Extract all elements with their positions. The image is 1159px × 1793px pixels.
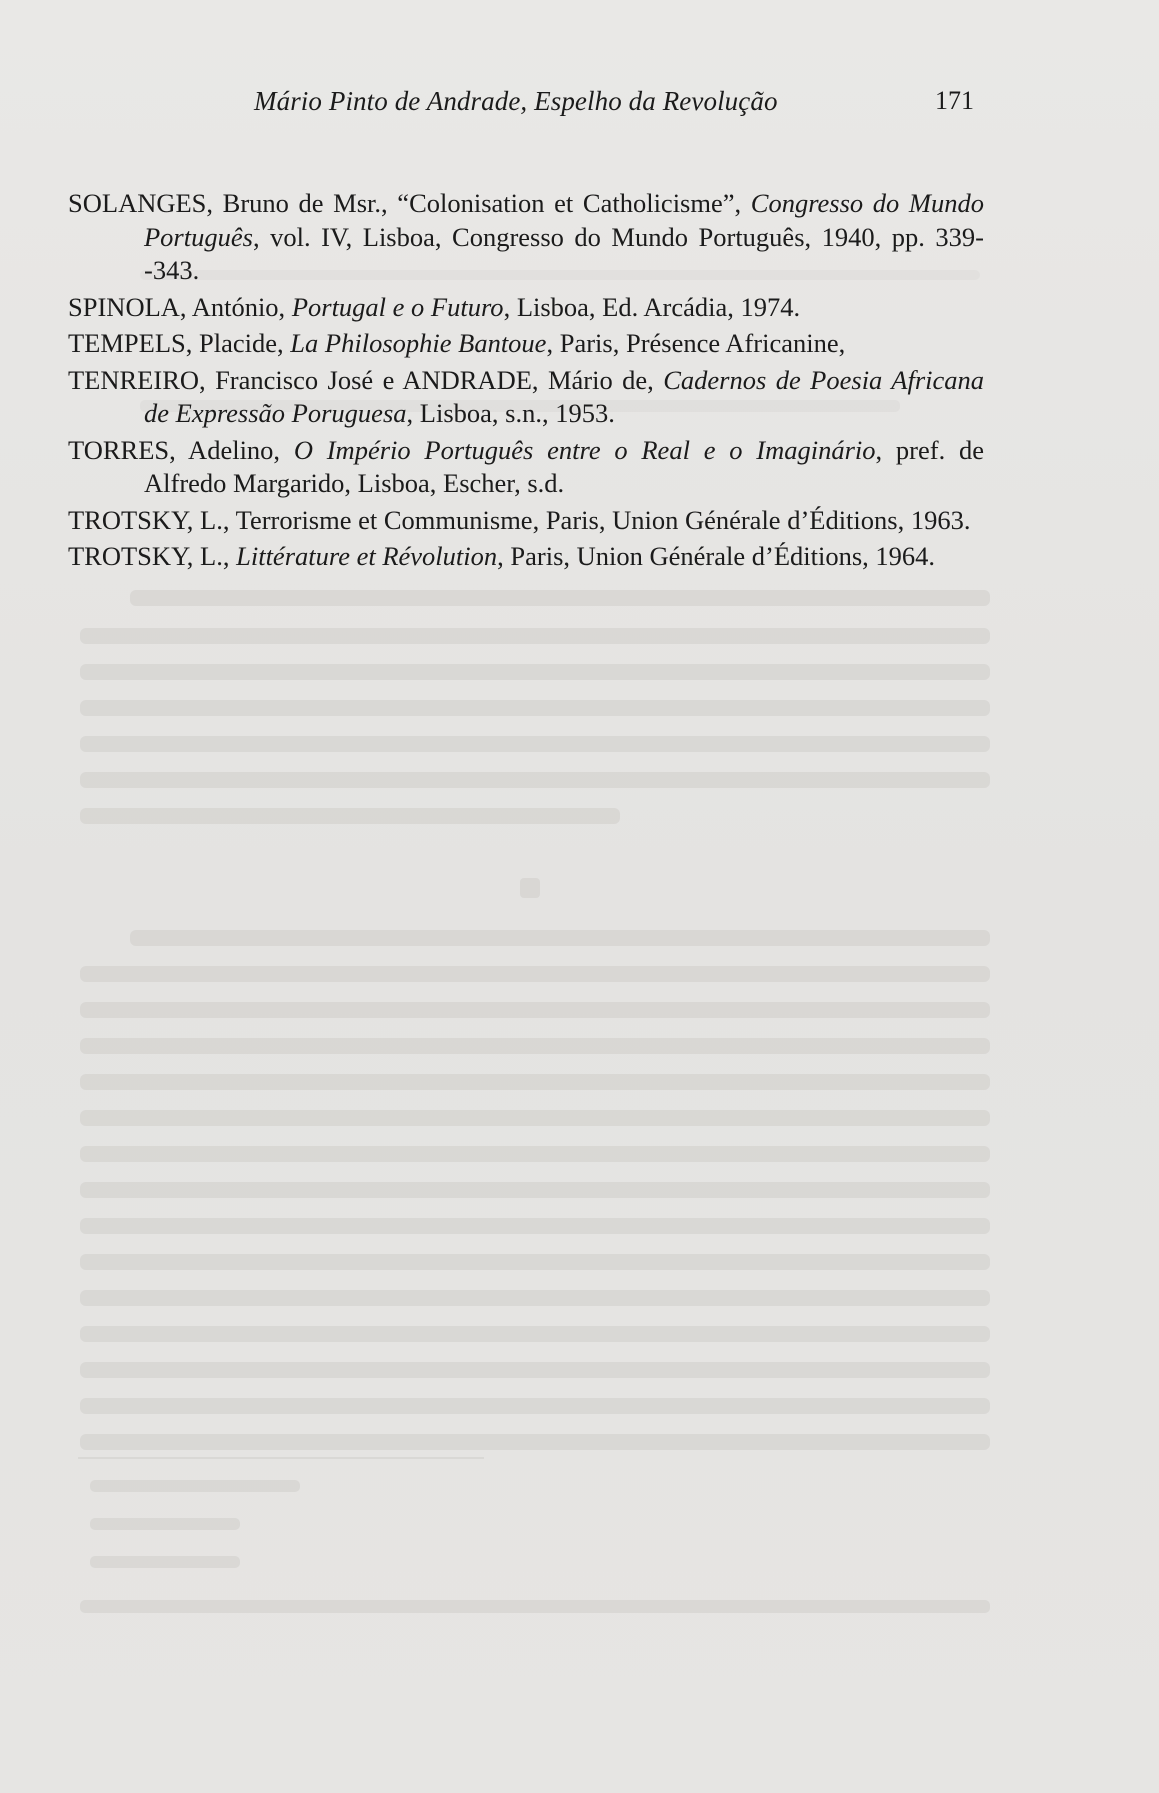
entry-text: , Paris, Présence Africanine, xyxy=(546,328,846,358)
bibliography-entry-trotsky-1964 xyxy=(68,540,984,574)
entry-title: La Philosophie Bantoue xyxy=(290,328,547,358)
entry-title: Littérature et Révolution xyxy=(236,541,498,571)
entry-text: TEMPELS, Placide, xyxy=(68,328,291,358)
entry-text: TROTSKY, L., Terrorisme et Communisme, Paris, Union Générale d’Éditions, 1963. xyxy=(68,504,971,535)
running-header xyxy=(0,86,1159,126)
entry-title: Cadernos de Poesia Africana de Expressão Poruguesa xyxy=(144,364,984,428)
entry-text: TENREIRO, Francisco José e ANDRADE, Mário de, xyxy=(68,364,664,395)
bibliography-entry-tempels xyxy=(68,327,984,361)
entry-title: Congresso do Mundo Português xyxy=(144,188,984,252)
running-title: Mário Pinto de Andrade, Espelho da Revolução xyxy=(254,86,778,116)
entry-title: O Império Português entre o Real e o Imaginário xyxy=(293,434,876,465)
bibliography-list xyxy=(68,187,984,577)
bibliography-entry-tenreiro xyxy=(68,364,984,431)
bibliography-entry-solanges xyxy=(68,187,984,288)
entry-text: , Lisboa, Ed. Arcádia, 1974. xyxy=(503,291,801,322)
entry-text: , Paris, Union Générale d’Éditions, 1964. xyxy=(497,541,936,571)
entry-title: Portugal e o Futuro xyxy=(291,291,504,322)
page-number: 171 xyxy=(935,86,974,115)
entry-text: SOLANGES, Bruno de Msr., “Colonisation et Catholicisme”, xyxy=(68,188,751,218)
entry-text: , pref. de Alfredo Margarido, Lisboa, Escher, s.d. xyxy=(144,434,984,498)
entry-text: , Lisboa, s.n., 1953. xyxy=(406,398,615,428)
bibliography-entry-spinola xyxy=(68,291,984,325)
bibliography-entry-torres xyxy=(68,434,984,501)
entry-text: TORRES, Adelino, xyxy=(68,434,294,465)
bibliography-entry-trotsky-1963 xyxy=(68,504,984,538)
entry-text: SPINOLA, António, xyxy=(68,291,292,322)
entry-text: , vol. IV, Lisboa, Congresso do Mundo Português, 1940, pp. 339--343. xyxy=(144,221,984,285)
entry-text: TROTSKY, L., xyxy=(68,541,237,571)
